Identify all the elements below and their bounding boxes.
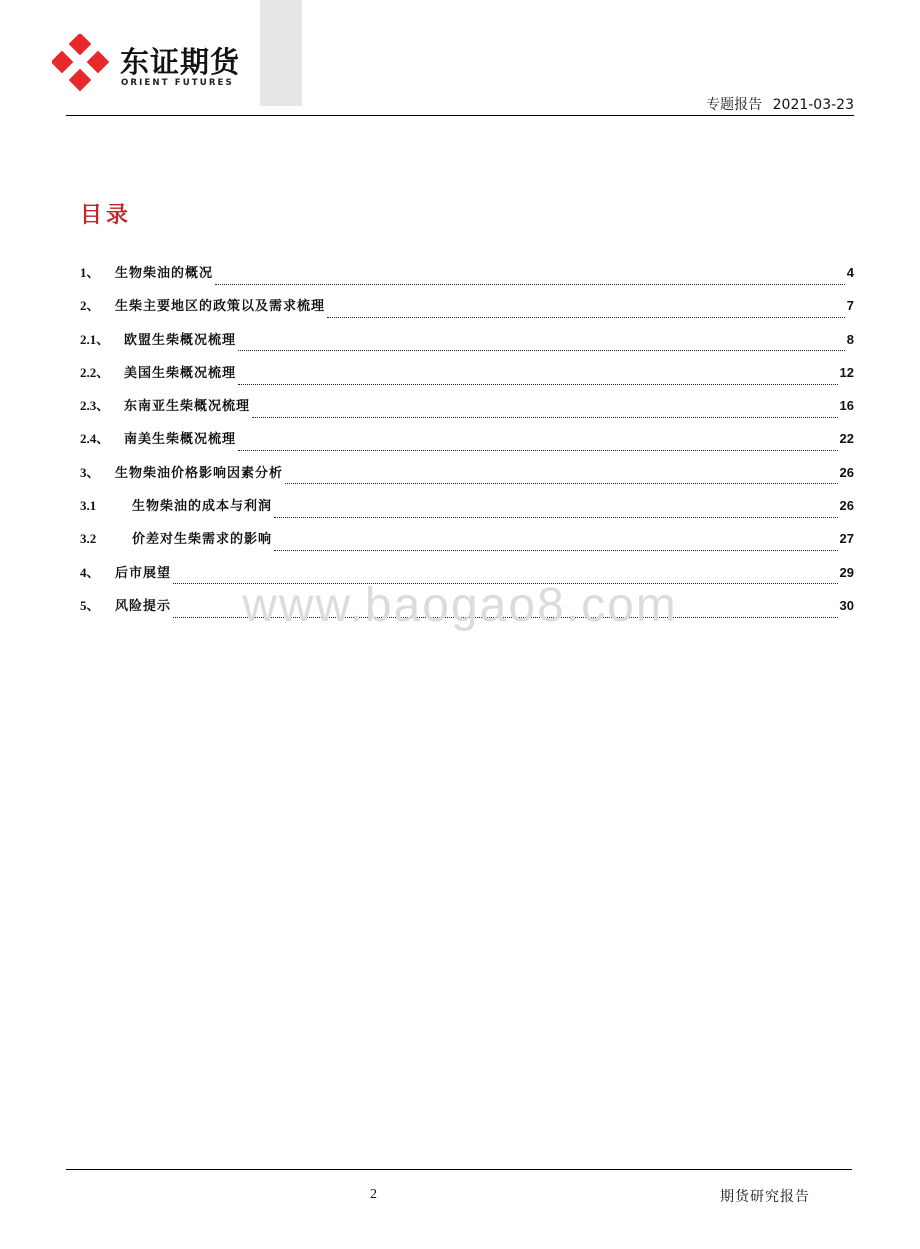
toc-entry-page: 22 bbox=[839, 431, 854, 447]
toc-title: 目录 bbox=[80, 203, 133, 228]
toc-entry-page: 7 bbox=[846, 298, 854, 314]
toc-entry[interactable] bbox=[80, 428, 854, 461]
toc-entry-page: 4 bbox=[846, 265, 854, 280]
toc-entry-page: 30 bbox=[839, 597, 854, 613]
toc-leader-dots bbox=[252, 416, 838, 418]
toc-entry-page: 8 bbox=[846, 331, 854, 347]
toc-entry-label: 后市展望 bbox=[115, 565, 172, 581]
footer-label: 期货研究报告 bbox=[720, 1189, 810, 1205]
toc-entry-label: 价差对生柴需求的影响 bbox=[132, 532, 273, 548]
toc-entry-label: 东南亚生柴概况梳理 bbox=[124, 399, 251, 415]
toc-entry-number: 2.1、 bbox=[80, 331, 110, 347]
toc-entry-label: 生物柴油的概况 bbox=[115, 266, 214, 281]
company-logo bbox=[52, 34, 252, 96]
header-divider bbox=[66, 115, 854, 116]
logo-english-name: ORIENT FUTURES bbox=[121, 78, 234, 88]
toc-entry[interactable] bbox=[80, 462, 854, 495]
toc-entry-label: 欧盟生柴概况梳理 bbox=[124, 332, 237, 348]
toc-entry-number: 1、 bbox=[80, 265, 100, 280]
toc-leader-dots bbox=[274, 549, 838, 551]
toc-entry[interactable] bbox=[80, 495, 854, 528]
toc-leader-dots bbox=[215, 283, 845, 285]
toc-entry[interactable] bbox=[80, 295, 854, 328]
toc-entry-number: 2、 bbox=[80, 298, 100, 314]
toc-leader-dots bbox=[238, 383, 838, 385]
toc-entry[interactable] bbox=[80, 329, 854, 362]
report-date: 2021-03-23 bbox=[772, 97, 854, 113]
toc-entry-page: 27 bbox=[839, 531, 854, 547]
toc-entry[interactable] bbox=[80, 362, 854, 395]
toc-entry-label: 风险提示 bbox=[115, 598, 172, 614]
toc-leader-dots bbox=[238, 449, 838, 451]
watermark: www.baogao8.com bbox=[242, 579, 678, 632]
toc-entry-number: 2.3、 bbox=[80, 398, 110, 414]
page-number: 2 bbox=[370, 1187, 377, 1202]
toc-leader-dots bbox=[238, 349, 845, 351]
toc-leader-dots bbox=[285, 482, 838, 484]
toc-entry-page: 12 bbox=[839, 364, 854, 380]
toc-entry-label: 美国生柴概况梳理 bbox=[124, 365, 237, 381]
toc-entry-number: 4、 bbox=[80, 564, 100, 580]
report-type: 专题报告 bbox=[706, 97, 763, 113]
toc-entry-number: 2.2、 bbox=[80, 364, 110, 380]
logo-chinese-name: 东证期货 bbox=[120, 45, 241, 79]
toc-entry-label: 南美生柴概况梳理 bbox=[124, 432, 237, 448]
toc-entry-page: 26 bbox=[839, 498, 854, 514]
toc-leader-dots bbox=[327, 316, 845, 318]
toc-entry[interactable] bbox=[80, 262, 854, 295]
toc-entry-number: 3.1 bbox=[80, 498, 97, 514]
toc-entry-label: 生柴主要地区的政策以及需求梳理 bbox=[115, 299, 326, 315]
toc-entry-page: 29 bbox=[839, 564, 854, 580]
footer-divider bbox=[66, 1169, 852, 1170]
toc-entry-label: 生物柴油价格影响因素分析 bbox=[115, 465, 284, 481]
report-meta bbox=[706, 94, 854, 114]
toc-entry-number: 3、 bbox=[80, 464, 100, 480]
logo-mark-icon bbox=[52, 34, 110, 92]
table-of-contents bbox=[80, 262, 854, 628]
toc-entry-label: 生物柴油的成本与利润 bbox=[132, 499, 273, 515]
toc-entry-page: 26 bbox=[839, 464, 854, 480]
toc-entry-number: 5、 bbox=[80, 597, 100, 613]
toc-entry-page: 16 bbox=[839, 398, 854, 414]
toc-entry[interactable] bbox=[80, 395, 854, 428]
toc-entry[interactable] bbox=[80, 528, 854, 561]
toc-entry-number: 2.4、 bbox=[80, 431, 110, 447]
toc-entry-number: 3.2 bbox=[80, 531, 97, 547]
header-gray-strip bbox=[260, 0, 302, 106]
toc-leader-dots bbox=[274, 516, 838, 518]
